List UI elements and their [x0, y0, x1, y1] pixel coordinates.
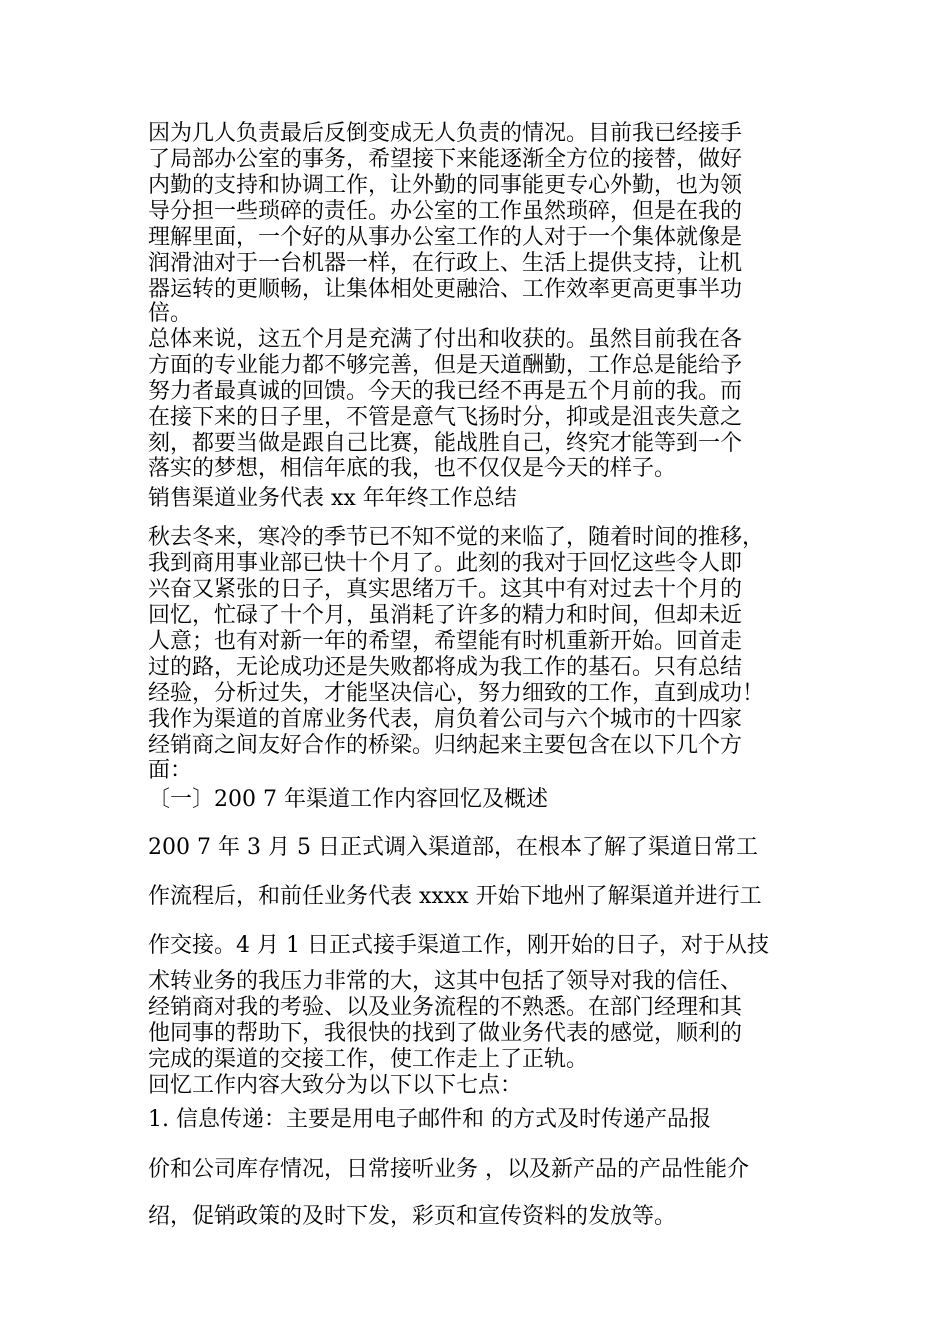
text-line: 刻，都要当做是跟自己比赛，能战胜自己，终究才能等到一个 [148, 431, 743, 456]
text-line: 理解里面，一个好的从事办公室工作的人对于一个集体就像是 [148, 225, 743, 250]
text-line: 人意；也有对新一年的希望，希望能有时机重新开始。回首走 [148, 629, 743, 654]
text-line: 润滑油对于一台机器一样，在行政上、生活上提供支持，让机 [148, 251, 743, 276]
text-line: 经销商对我的考验、以及业务流程的不熟悉。在部门经理和其 [148, 995, 743, 1020]
text-line: 作流程后，和前任业务代表 xxxx 开始下地州了解渠道并进行工 [148, 884, 762, 909]
text-line: 回忆工作内容大致分为以下以下七点： [148, 1073, 523, 1098]
text-line: 因为几人负责最后反倒变成无人负责的情况。目前我已经接手 [148, 121, 743, 146]
text-line: 完成的渠道的交接工作，使工作走上了正轨。 [148, 1047, 589, 1072]
text-line: 经验，分析过失，才能坚决信心，努力细致的工作，直到成功！ [148, 681, 765, 706]
text-line: 他同事的帮助下，我很快的找到了做业务代表的感觉，顺利的 [148, 1021, 743, 1046]
text-line: 总体来说，这五个月是充满了付出和收获的。虽然目前我在各 [148, 327, 743, 352]
text-line: 方面的专业能力都不够完善，但是天道酬勤，工作总是能给予 [148, 353, 743, 378]
text-line: 倍。 [148, 301, 193, 326]
text-line: 经销商之间友好合作的桥梁。归纳起来主要包含在以下几个方 [148, 733, 743, 758]
text-line: 兴奋又紧张的日子，真实思绪万千。这其中有对过去十个月的 [148, 577, 743, 602]
text-line: 我作为渠道的首席业务代表，肩负着公司与六个城市的十四家 [148, 707, 743, 732]
text-line: 价和公司库存情况，日常接听业务 ，以及新产品的产品性能介 [148, 1157, 749, 1182]
text-line: 了局部办公室的事务，希望接下来能逐渐全方位的接替，做好 [148, 147, 743, 172]
text-line: 过的路，无论成功还是失败都将成为我工作的基石。只有总结 [148, 655, 743, 680]
text-line: 我到商用事业部已快十个月了。此刻的我对于回忆这些令人即 [148, 551, 743, 576]
text-line: 1. 信息传递：主要是用电子邮件和 的方式及时传递产品报 [148, 1107, 711, 1132]
text-line: 面： [148, 758, 193, 783]
text-line: 秋去冬来，寒冷的季节已不知不觉的来临了，随着时间的推移， [148, 525, 765, 550]
text-line: 内勤的支持和协调工作，让外勤的同事能更专心外勤，也为领 [148, 173, 743, 198]
text-line: 回忆，忙碌了十个月，虽消耗了许多的精力和时间，但却未近 [148, 603, 743, 628]
heading-line: 销售渠道业务代表 xx 年年终工作总结 [148, 486, 517, 511]
text-line: 努力者最真诚的回馈。今天的我已经不再是五个月前的我。而 [148, 379, 743, 404]
text-line: 绍，促销政策的及时下发，彩页和宣传资料的发放等。 [148, 1204, 677, 1229]
text-line: 器运转的更顺畅，让集体相处更融洽、工作效率更高更事半功 [148, 277, 743, 302]
text-line: 在接下来的日子里，不管是意气飞扬时分，抑或是沮丧失意之 [148, 405, 743, 430]
text-line: 200 7 年 3 月 5 日正式调入渠道部，在根本了解了渠道日常工 [148, 835, 758, 860]
heading-line: 〔一〕200 7 年渠道工作内容回忆及概述 [148, 787, 548, 812]
text-line: 术转业务的我压力非常的大，这其中包括了领导对我的信任、 [148, 969, 743, 994]
text-line: 落实的梦想，相信年底的我，也不仅仅是今天的样子。 [148, 456, 677, 481]
text-line: 导分担一些琐碎的责任。办公室的工作虽然琐碎，但是在我的 [148, 199, 743, 224]
text-line: 作交接。4 月 1 日正式接手渠道工作，刚开始的日子，对于从技 [148, 933, 769, 958]
